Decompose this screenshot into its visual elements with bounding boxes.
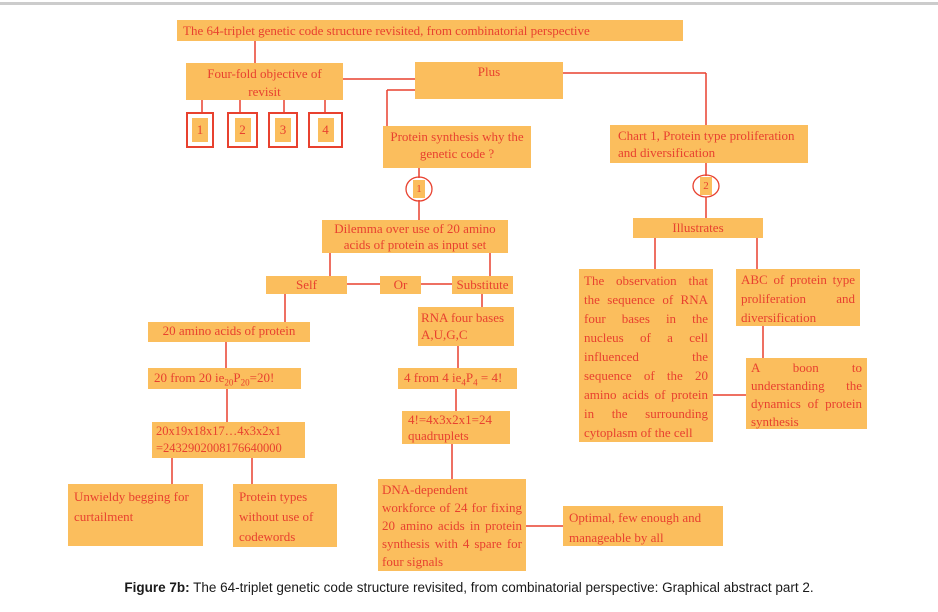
- node-20-amino-acids: 20 amino acids of protein: [148, 322, 310, 342]
- figure-caption: [0, 580, 938, 595]
- node-chart1: Chart 1, Protein type proliferation and diversification: [610, 125, 808, 163]
- objective-box-3: [268, 112, 298, 148]
- node-quadruplets: 4!=4x3x2x1=24 quadruplets: [402, 411, 510, 444]
- node-protein-synthesis: Protein synthesis why the genetic code ?: [383, 126, 531, 168]
- node-factorial-20: 20x19x18x17…4x3x2x1 =2432902008176640000: [152, 422, 305, 458]
- objective-number: 3: [275, 118, 291, 142]
- node-abc: ABC of protein type proliferation and diversification: [736, 269, 860, 326]
- node-unwieldy: Unwieldy begging for curtailment: [68, 484, 203, 546]
- node-self: Self: [266, 276, 347, 294]
- objective-number: 4: [318, 118, 334, 142]
- node-observation: The observation that the sequence of RNA four bases in the nucleus of a cell influenced the sequence of the 20 amino acids of protein in the surrounding cytoplasm of the cell: [579, 269, 713, 442]
- objective-box-1: [186, 112, 214, 148]
- node-rna-bases: RNA four bases A,U,G,C: [418, 307, 514, 346]
- node-fourfold-objective: Four-fold objective of revisit: [186, 63, 343, 100]
- objective-box-2: [227, 112, 258, 148]
- branch-number-1: 1: [413, 180, 425, 198]
- node-illustrates: Illustrates: [633, 218, 763, 238]
- objective-number: 1: [192, 118, 208, 142]
- node-or: Or: [380, 276, 421, 294]
- node-plus: Plus: [415, 62, 563, 99]
- node-optimal: Optimal, few enough and manageable by all: [563, 506, 723, 546]
- node-perm-20: 20 from 20 $ie_{20}P_{20}=20$!: [148, 368, 301, 389]
- node-title: The 64-triplet genetic code structure revisited, from combinatorial perspective: [177, 20, 683, 41]
- node-protein-types: Protein types without use of codewords: [233, 484, 337, 547]
- objective-box-4: [308, 112, 343, 148]
- node-dilemma: Dilemma over use of 20 amino acids of protein as input set: [322, 220, 508, 253]
- node-boon: A boon to understanding the dynamics of protein synthesis: [746, 358, 867, 429]
- figure-caption-label: Figure 7b:: [124, 580, 190, 595]
- node-dna-workforce: DNA-dependent workforce of 24 for fixing 20 amino acids in protein synthesis with 4 spare for four signals: [378, 479, 526, 571]
- figure-caption-text: The 64-triplet genetic code structure revisited, from combinatorial perspective: Graphical abstract part 2.: [189, 580, 814, 595]
- branch-number-2: 2: [700, 177, 712, 195]
- objective-number: 2: [235, 118, 251, 142]
- node-perm-4: 4 from 4 $ie_4P_4 = 4$!: [398, 368, 517, 389]
- node-substitute: Substitute: [452, 276, 513, 294]
